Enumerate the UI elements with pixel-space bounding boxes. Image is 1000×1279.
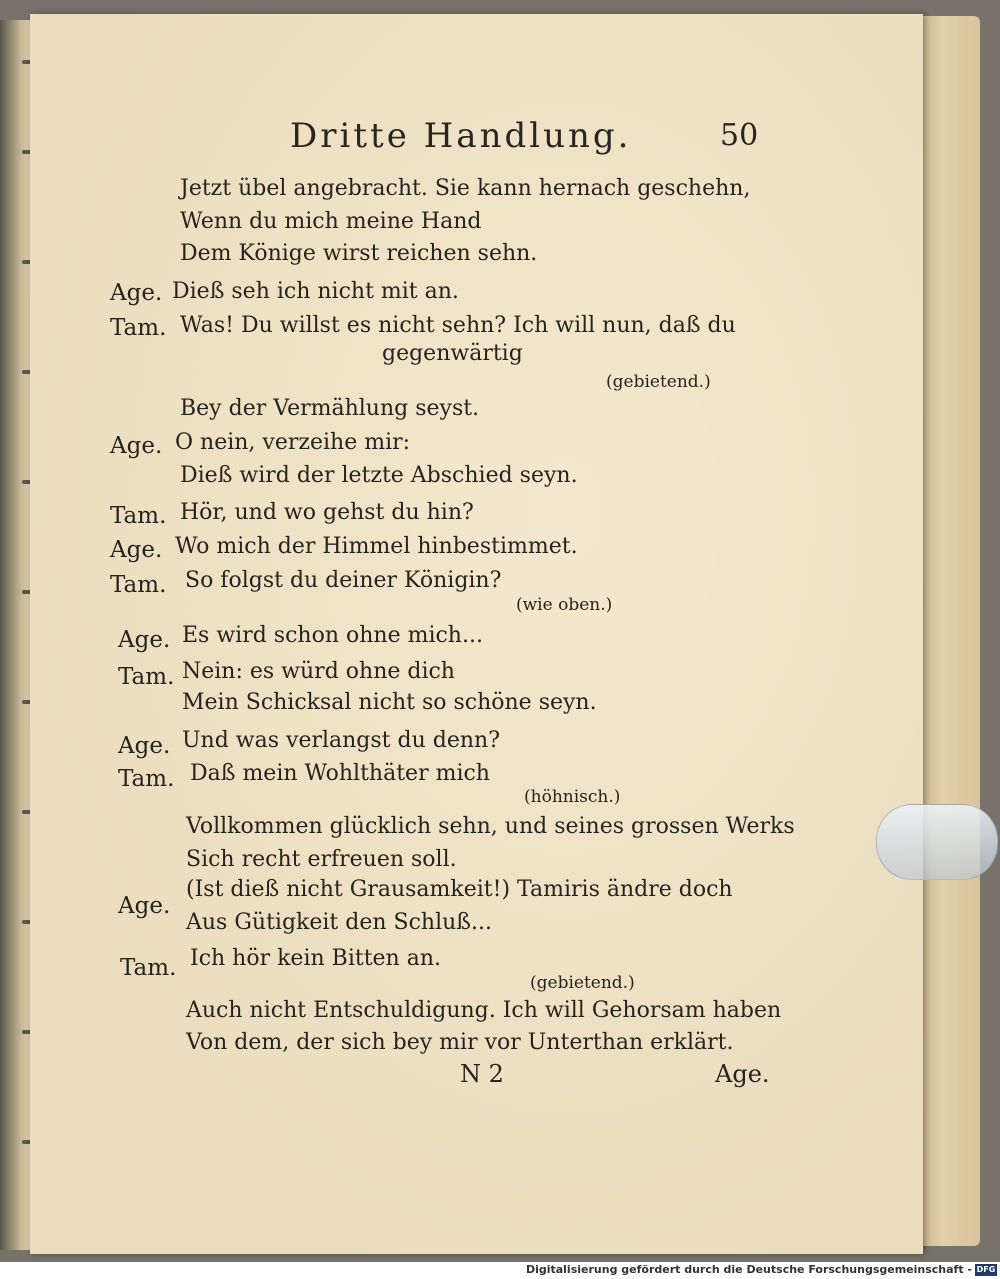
- verse-line: Dem Könige wirst reichen sehn.: [180, 241, 538, 266]
- speaker-label: Age.: [110, 537, 163, 563]
- speaker-label: Tam.: [110, 572, 167, 598]
- verse-line: Vollkommen glücklich sehn, und seines grossen Werks: [186, 814, 795, 839]
- signature-mark: N 2: [460, 1060, 504, 1088]
- stage-direction: (gebietend.): [530, 973, 635, 993]
- next-page-edge: [918, 16, 980, 1246]
- speaker-label: Tam.: [110, 503, 167, 529]
- speaker-label: Age.: [118, 893, 171, 919]
- page-clip: [876, 804, 998, 880]
- verse-line: So folgst du deiner Königin?: [185, 568, 502, 593]
- verse-line: Aus Gütigkeit den Schluß...: [186, 910, 492, 935]
- verse-line: Mein Schicksal nicht so schöne seyn.: [182, 690, 597, 715]
- verse-line: Dieß wird der letzte Abschied seyn.: [180, 463, 578, 488]
- credit-text: Digitalisierung gefördert durch die Deutsche Forschungsgemeinschaft -: [525, 1263, 972, 1276]
- verse-line: gegenwärtig: [382, 341, 523, 366]
- running-title: Dritte Handlung.: [290, 116, 632, 156]
- stage-direction: (gebietend.): [606, 372, 711, 392]
- speaker-label: Age.: [118, 733, 171, 759]
- verse-line: (Ist dieß nicht Grausamkeit!) Tamiris ändre doch: [186, 877, 733, 902]
- verse-line: Wo mich der Himmel hinbestimmet.: [175, 534, 578, 559]
- dfg-logo: DFG: [976, 1265, 996, 1274]
- credit-bar: [0, 1262, 1000, 1279]
- speaker-label: Age.: [110, 280, 163, 306]
- speaker-label: Tam.: [110, 315, 167, 341]
- verse-line: Hör, und wo gehst du hin?: [180, 500, 474, 525]
- page-header: [290, 116, 770, 166]
- verse-line: Wenn du mich meine Hand: [180, 209, 482, 234]
- stage-direction: (wie oben.): [516, 595, 613, 615]
- speaker-label: Tam.: [118, 766, 175, 792]
- verse-line: Dieß seh ich nicht mit an.: [172, 279, 459, 304]
- page-number: 50: [720, 118, 759, 153]
- catchword: Age.: [715, 1060, 770, 1088]
- verse-line: Und was verlangst du denn?: [182, 728, 500, 753]
- verse-line: Auch nicht Entschuldigung. Ich will Gehorsam haben: [186, 998, 782, 1023]
- verse-line: Es wird schon ohne mich...: [182, 623, 483, 648]
- verse-line: O nein, verzeihe mir:: [175, 430, 411, 455]
- verse-line: Jetzt übel angebracht. Sie kann hernach geschehn,: [180, 176, 751, 201]
- verse-line: Bey der Vermählung seyst.: [180, 396, 480, 421]
- verse-line: Daß mein Wohlthäter mich: [190, 761, 490, 786]
- verse-line: Von dem, der sich bey mir vor Unterthan erklärt.: [186, 1030, 734, 1055]
- speaker-label: Tam.: [118, 664, 175, 690]
- speaker-label: Tam.: [120, 955, 177, 981]
- verse-line: Sich recht erfreuen soll.: [186, 847, 457, 872]
- speaker-label: Age.: [110, 433, 163, 459]
- speaker-label: Age.: [118, 627, 171, 653]
- verse-line: Ich hör kein Bitten an.: [190, 946, 441, 971]
- verse-line: Was! Du willst es nicht sehn? Ich will nun, daß du: [180, 313, 736, 338]
- verse-line: Nein: es würd ohne dich: [182, 659, 455, 684]
- stage-direction: (höhnisch.): [524, 787, 621, 807]
